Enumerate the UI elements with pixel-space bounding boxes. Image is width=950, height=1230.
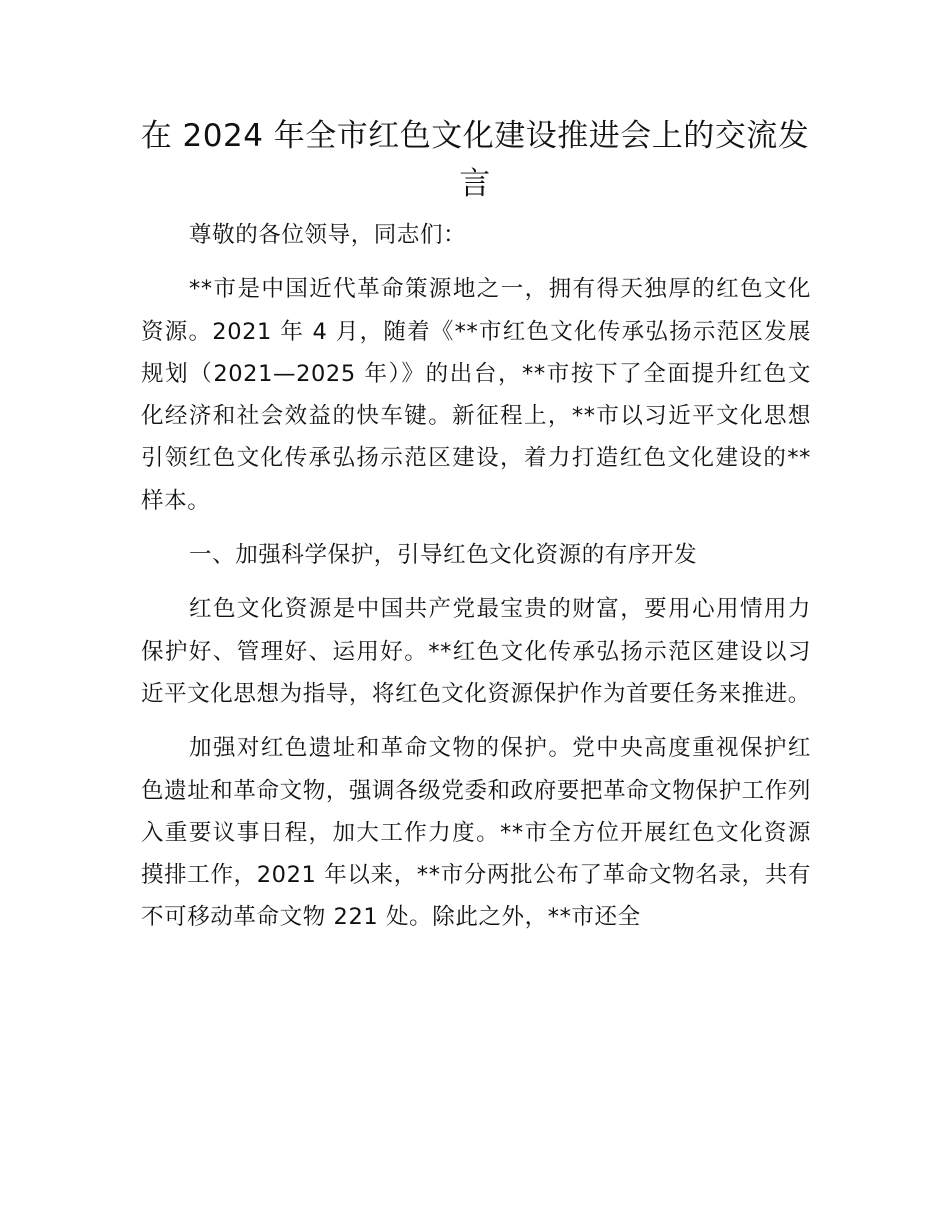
document-title: 在 2024 年全市红色文化建设推进会上的交流发言 [140,118,810,202]
body-paragraph: 加强对红色遗址和革命文物的保护。党中央高度重视保护红色遗址和革命文物，强调各级党委和政府要把革命文物保护工作列入重要议事日程，加大工作力度。**市全方位开展红色文化资源摸排工作，2021 年以来，**市分两批公布了革命文物名录，共有不可移动革命文物 221 处。除此之外，**市还全 [141,735,811,931]
document-body [141,214,811,951]
salutation-paragraph: 尊敬的各位领导，同志们： [189,222,467,248]
intro-paragraph: **市是中国近代革命策源地之一，拥有得天独厚的红色文化资源。2021 年 4 月，随着《**市红色文化传承弘扬示范区发展规划（2021—2025 年）》的出台，**市按下了全面提升红色文化经济和社会效益的快车键。新征程上，**市以习近平文化思想引领红色文化传承弘扬示范区建设，着力打造红色文化建设的**样本。 [141,276,811,514]
body-paragraph: 红色文化资源是中国共产党最宝贵的财富，要用心用情用力保护好、管理好、运用好。**红色文化传承弘扬示范区建设以习近平文化思想为指导，将红色文化资源保护作为首要任务来推进。 [141,596,811,707]
section-heading-1: 一、加强科学保护，引导红色文化资源的有序开发 [189,542,698,569]
